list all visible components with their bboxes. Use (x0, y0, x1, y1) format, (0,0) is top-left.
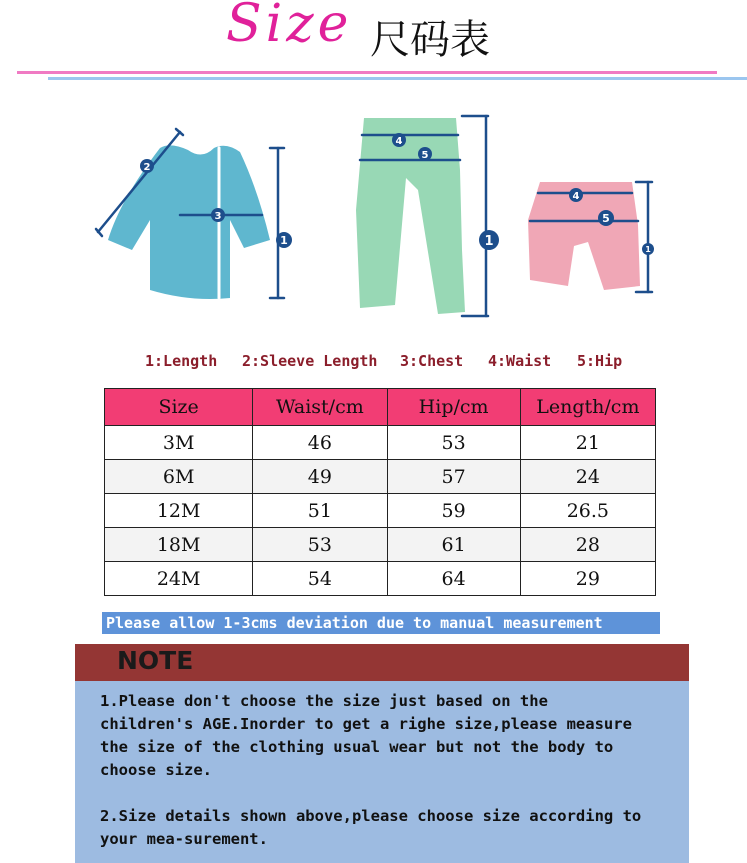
cell-length: 29 (520, 562, 655, 596)
cell-size: 3M (105, 426, 253, 460)
marker-shorts-1-label: 1 (645, 245, 651, 254)
cell-hip: 61 (387, 528, 520, 562)
note-heading: NOTE (117, 646, 194, 675)
table-row (105, 460, 656, 494)
pants-shape (356, 118, 465, 314)
cell-hip: 53 (387, 426, 520, 460)
table-header-row (105, 389, 656, 426)
garment-illustration (0, 90, 747, 340)
header-length: Length/cm (520, 389, 655, 426)
marker-jacket-1-label: 1 (280, 234, 288, 247)
header-size: Size (105, 389, 253, 426)
page-title (0, 0, 747, 70)
legend-waist: 4:Waist (488, 352, 552, 370)
cell-size: 24M (105, 562, 253, 596)
cell-size: 18M (105, 528, 253, 562)
table-row (105, 528, 656, 562)
cell-waist: 53 (253, 528, 387, 562)
note-item-1: 1.Please don't choose the size just based on the children's AGE.Inorder to get a righe size,please measure the size of the clothing usual wear but not the body to choose size. (100, 692, 632, 779)
cell-waist: 54 (253, 562, 387, 596)
marker-pants-4-label: 4 (395, 136, 403, 147)
cell-length: 26.5 (520, 494, 655, 528)
header-hip: Hip/cm (387, 389, 520, 426)
marker-jacket-2-label: 2 (143, 162, 151, 173)
table-row (105, 562, 656, 596)
marker-shorts-4-label: 4 (572, 191, 580, 202)
legend-length: 1:Length (145, 352, 218, 370)
shorts-shape (528, 182, 640, 290)
cell-hip: 59 (387, 494, 520, 528)
header-waist: Waist/cm (253, 389, 387, 426)
cell-hip: 64 (387, 562, 520, 596)
blue-divider (48, 77, 747, 80)
legend-chest: 3:Chest (400, 352, 464, 370)
marker-pants-1-label: 1 (484, 234, 494, 249)
deviation-banner: Please allow 1-3cms deviation due to manual measurement (102, 612, 660, 634)
note-item-2: 2.Size details shown above,please choose size according to your mea-surement. (100, 807, 642, 848)
legend-sleeve-length: 2:Sleeve Length (242, 352, 378, 370)
legend-hip: 5:Hip (577, 352, 623, 370)
size-table (104, 388, 656, 596)
marker-jacket-3-label: 3 (214, 211, 222, 222)
pink-divider (17, 71, 717, 74)
cell-size: 6M (105, 460, 253, 494)
jacket-shape (108, 145, 270, 299)
cell-waist: 46 (253, 426, 387, 460)
cell-waist: 49 (253, 460, 387, 494)
marker-shorts-5-label: 5 (602, 212, 610, 225)
cell-size: 12M (105, 494, 253, 528)
table-row (105, 494, 656, 528)
cell-waist: 51 (253, 494, 387, 528)
note-header (75, 644, 689, 681)
cell-length: 24 (520, 460, 655, 494)
cell-length: 21 (520, 426, 655, 460)
note-body (75, 681, 689, 863)
cell-hip: 57 (387, 460, 520, 494)
title-size-text: Size (226, 0, 353, 54)
cell-length: 28 (520, 528, 655, 562)
title-cn-text: 尺码表 (370, 17, 490, 63)
marker-pants-5-label: 5 (421, 150, 429, 161)
table-row (105, 426, 656, 460)
